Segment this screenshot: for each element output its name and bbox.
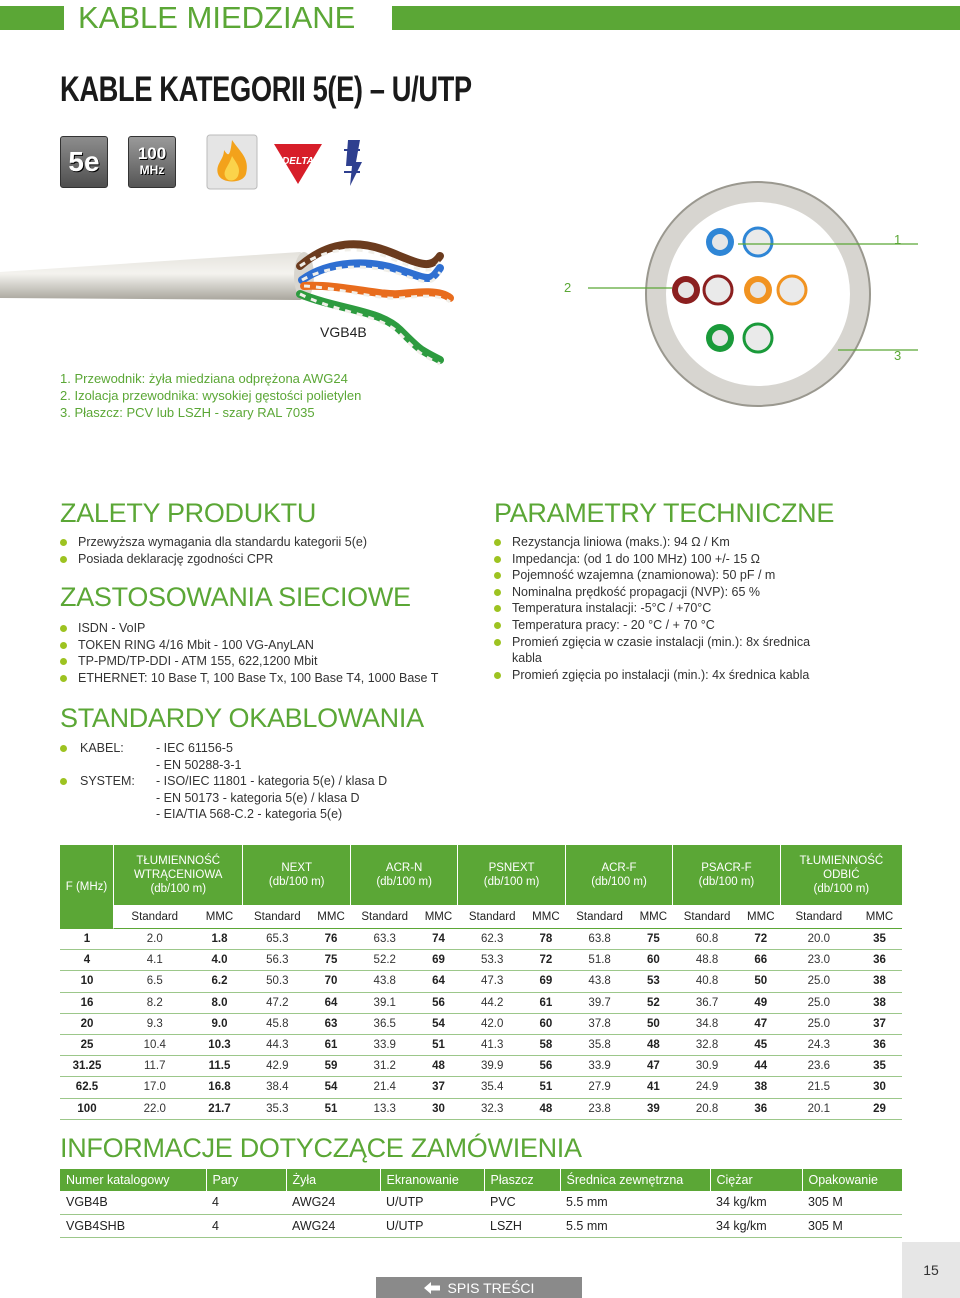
table-cell: 5.5 mm xyxy=(560,1191,710,1214)
order-col-header: Numer katalogowy xyxy=(60,1169,206,1191)
page-number: 15 xyxy=(902,1242,960,1298)
performance-table xyxy=(60,845,902,1120)
table-cell: 56 xyxy=(526,1056,566,1077)
table-cell: U/UTP xyxy=(380,1191,484,1214)
table-cell: 54 xyxy=(311,1077,351,1098)
table-cell: 75 xyxy=(311,950,351,971)
table-cell: 52 xyxy=(633,993,673,1014)
zalety-list xyxy=(60,534,460,567)
table-cell: 8.2 xyxy=(114,993,196,1014)
table-cell: 53 xyxy=(633,971,673,992)
order-table-body xyxy=(60,1191,902,1237)
legend-item: 2. Izolacja przewodnika: wysokiej gęstości polietylen xyxy=(60,388,362,403)
table-cell: 1 xyxy=(60,929,114,950)
table-cell: 9.0 xyxy=(196,1014,244,1035)
table-row xyxy=(60,1014,902,1035)
table-cell: 64 xyxy=(311,993,351,1014)
table-cell: 75 xyxy=(633,929,673,950)
table-cell: 2.0 xyxy=(114,929,196,950)
sub-header: Standard xyxy=(458,905,526,929)
table-cell: 56.3 xyxy=(243,950,311,971)
table-cell: 10.4 xyxy=(114,1035,196,1056)
table-cell: 32.8 xyxy=(673,1035,741,1056)
col-group-header: ACR-N (db/100 m) xyxy=(351,845,458,905)
table-cell: 35.8 xyxy=(566,1035,634,1056)
table-cell: 24.9 xyxy=(673,1077,741,1098)
table-cell: 51.8 xyxy=(566,950,634,971)
table-cell: 63.3 xyxy=(351,929,419,950)
category-bar-right xyxy=(392,6,960,30)
zastosowania-list xyxy=(60,620,480,686)
list-item: Rezystancja liniowa (maks.): 94 Ω / Km xyxy=(494,534,834,551)
standard-item: - IEC 61156-5 xyxy=(156,741,233,755)
table-row xyxy=(60,1056,902,1077)
table-cell: 36 xyxy=(857,950,902,971)
table-cell: 61 xyxy=(311,1035,351,1056)
order-col-header: Ciężar xyxy=(710,1169,802,1191)
table-cell: 58 xyxy=(526,1035,566,1056)
table-cell: 60 xyxy=(633,950,673,971)
list-item: Temperatura pracy: - 20 °C / + 70 °C xyxy=(494,617,834,634)
table-cell: 41.3 xyxy=(458,1035,526,1056)
parametry-list xyxy=(494,534,834,683)
table-cell: 35.4 xyxy=(458,1077,526,1098)
list-item: Promień zgięcia po instalacji (min.): 4x średnica kabla xyxy=(494,667,834,684)
table-cell: 9.3 xyxy=(114,1014,196,1035)
table-cell: 54 xyxy=(419,1014,459,1035)
sub-header: MMC xyxy=(526,905,566,929)
table-cell: 35.3 xyxy=(243,1099,311,1120)
table-cell: 48 xyxy=(526,1099,566,1120)
table-row xyxy=(60,950,902,971)
legend-item: 3. Płaszcz: PCV lub LSZH - szary RAL 7035 xyxy=(60,405,315,420)
table-cell: 50 xyxy=(633,1014,673,1035)
table-row xyxy=(60,929,902,950)
table-row xyxy=(60,1214,902,1237)
table-cell: 4.1 xyxy=(114,950,196,971)
standard-item: - ISO/IEC 11801 - kategoria 5(e) / klasa D xyxy=(156,774,388,789)
table-cell: 27.9 xyxy=(566,1077,634,1098)
table-cell: 34 kg/km xyxy=(710,1191,802,1214)
table-cell: 32.3 xyxy=(458,1099,526,1120)
table-cell: 44 xyxy=(741,1056,781,1077)
table-cell: 60 xyxy=(526,1014,566,1035)
category-title: KABLE MIEDZIANE xyxy=(78,0,356,35)
table-cell: 49 xyxy=(741,993,781,1014)
table-row xyxy=(60,1191,902,1214)
table-cell: 76 xyxy=(311,929,351,950)
sub-header: Standard xyxy=(566,905,634,929)
table-cell: 66 xyxy=(741,950,781,971)
table-cell: 35 xyxy=(857,929,902,950)
table-cell: 47 xyxy=(741,1014,781,1035)
sub-header: Standard xyxy=(673,905,741,929)
sub-header: Standard xyxy=(243,905,311,929)
table-cell: 20.1 xyxy=(781,1099,857,1120)
table-cell: 1.8 xyxy=(196,929,244,950)
list-item: Temperatura instalacji: -5°C / +70°C xyxy=(494,600,834,617)
zalety-heading: ZALETY PRODUKTU xyxy=(60,498,317,528)
table-cell: U/UTP xyxy=(380,1214,484,1237)
table-cell: 30 xyxy=(419,1099,459,1120)
table-cell: 13.3 xyxy=(351,1099,419,1120)
col-group-header: PSACR-F (db/100 m) xyxy=(673,845,780,905)
list-item: Pojemność wzajemna (znamionowa): 50 pF / m xyxy=(494,567,834,584)
table-cell: 4 xyxy=(206,1191,286,1214)
table-cell: 64 xyxy=(419,971,459,992)
delta-icon xyxy=(272,140,324,186)
table-cell: 62.3 xyxy=(458,929,526,950)
order-heading: INFORMACJE DOTYCZĄCE ZAMÓWIENIA xyxy=(60,1133,582,1163)
table-cell: AWG24 xyxy=(286,1191,380,1214)
table-cell: 47.3 xyxy=(458,971,526,992)
table-cell: 61 xyxy=(526,993,566,1014)
table-row xyxy=(60,1099,902,1120)
table-cell: 38 xyxy=(857,971,902,992)
table-cell: 44.2 xyxy=(458,993,526,1014)
table-cell: 25.0 xyxy=(781,993,857,1014)
sub-header: Standard xyxy=(781,905,857,929)
table-cell: 33.9 xyxy=(566,1056,634,1077)
table-cell: 6.5 xyxy=(114,971,196,992)
table-cell: 42.0 xyxy=(458,1014,526,1035)
table-cell: 4 xyxy=(206,1214,286,1237)
order-col-header: Płaszcz xyxy=(484,1169,560,1191)
table-cell: 69 xyxy=(419,950,459,971)
standardy-heading: STANDARDY OKABLOWANIA xyxy=(60,703,424,733)
list-item: ETHERNET: 10 Base T, 100 Base Tx, 100 Base T4, 1000 Base T xyxy=(60,670,480,687)
standard-item: - EIA/TIA 568-C.2 - kategoria 5(e) xyxy=(156,807,343,822)
table-cell: 25.0 xyxy=(781,1014,857,1035)
callout-2: 2 xyxy=(564,280,572,295)
table-cell: 72 xyxy=(526,950,566,971)
table-cell: 21.4 xyxy=(351,1077,419,1098)
table-cell: 23.0 xyxy=(781,950,857,971)
table-cell: 305 M xyxy=(802,1191,902,1214)
parametry-heading: PARAMETRY TECHNICZNE xyxy=(494,498,835,528)
table-cell: 36.7 xyxy=(673,993,741,1014)
performance-table-body xyxy=(60,929,902,1120)
table-cell: 36 xyxy=(741,1099,781,1120)
table-cell: 5.5 mm xyxy=(560,1214,710,1237)
table-cell: 34 kg/km xyxy=(710,1214,802,1237)
list-item: Promień zgięcia w czasie instalacji (min.): 8x średnica kabla xyxy=(494,634,834,667)
table-cell: 37.8 xyxy=(566,1014,634,1035)
table-cell: 23.8 xyxy=(566,1099,634,1120)
toc-button[interactable] xyxy=(376,1277,582,1298)
table-cell: 56 xyxy=(419,993,459,1014)
table-cell: 51 xyxy=(419,1035,459,1056)
table-cell: 34.8 xyxy=(673,1014,741,1035)
legend-item: 1. Przewodnik: żyła miedziana odprężona AWG24 xyxy=(60,371,348,386)
table-cell: 48.8 xyxy=(673,950,741,971)
table-cell: 11.5 xyxy=(196,1056,244,1077)
table-cell: 23.6 xyxy=(781,1056,857,1077)
table-cell: 39.7 xyxy=(566,993,634,1014)
table-cell: 37 xyxy=(857,1014,902,1035)
table-row xyxy=(60,971,902,992)
col-group-header: PSNEXT (db/100 m) xyxy=(458,845,565,905)
table-cell: 44.3 xyxy=(243,1035,311,1056)
table-cell: 16 xyxy=(60,993,114,1014)
category-bar-left xyxy=(0,6,64,30)
table-cell: 20 xyxy=(60,1014,114,1035)
bullet-icon xyxy=(60,745,67,752)
table-cell: 4 xyxy=(60,950,114,971)
100mhz-icon: 100 MHz xyxy=(128,136,176,188)
table-cell: 70 xyxy=(311,971,351,992)
table-cell: LSZH xyxy=(484,1214,560,1237)
freq-header: F (MHz) xyxy=(60,845,114,929)
arrow-left-icon xyxy=(424,1282,440,1294)
table-cell: 33.9 xyxy=(351,1035,419,1056)
page-title: KABLE KATEGORII 5(E) – U/UTP xyxy=(60,70,472,109)
standard-item: - EN 50288-3-1 xyxy=(156,757,242,772)
cat5e-icon: 5e xyxy=(60,136,108,188)
list-item: Nominalna prędkość propagacji (NVP): 65 % xyxy=(494,584,834,601)
list-item: TOKEN RING 4/16 Mbit - 100 VG-AnyLAN xyxy=(60,637,480,654)
table-cell: 10 xyxy=(60,971,114,992)
zastosowania-heading: ZASTOSOWANIA SIECIOWE xyxy=(60,582,411,612)
kabel-label: KABEL: xyxy=(80,741,124,755)
table-cell: 38 xyxy=(857,993,902,1014)
list-item: Przewyższa wymagania dla standardu kategorii 5(e) xyxy=(60,534,460,551)
table-cell: 47.2 xyxy=(243,993,311,1014)
table-cell: 10.3 xyxy=(196,1035,244,1056)
table-cell: 16.8 xyxy=(196,1077,244,1098)
table-cell: 59 xyxy=(311,1056,351,1077)
table-cell: 30.9 xyxy=(673,1056,741,1077)
table-cell: 31.2 xyxy=(351,1056,419,1077)
category-bar xyxy=(0,0,960,36)
table-cell: 38.4 xyxy=(243,1077,311,1098)
sub-header: MMC xyxy=(419,905,459,929)
table-cell: 21.5 xyxy=(781,1077,857,1098)
sub-header: MMC xyxy=(857,905,902,929)
sub-header: Standard xyxy=(351,905,419,929)
table-cell: AWG24 xyxy=(286,1214,380,1237)
figure-legend xyxy=(60,370,361,421)
toc-label: SPIS TREŚCI xyxy=(447,1279,535,1296)
sub-header: MMC xyxy=(311,905,351,929)
table-cell: 25.0 xyxy=(781,971,857,992)
table-cell: 51 xyxy=(526,1077,566,1098)
table-cell: VGB4SHB xyxy=(60,1214,206,1237)
list-item: Posiada deklarację zgodności CPR xyxy=(60,551,460,568)
table-cell: 42.9 xyxy=(243,1056,311,1077)
table-cell: 6.2 xyxy=(196,971,244,992)
order-table xyxy=(60,1169,902,1238)
table-cell: 31.25 xyxy=(60,1056,114,1077)
table-cell: 60.8 xyxy=(673,929,741,950)
table-cell: 36.5 xyxy=(351,1014,419,1035)
list-item: Impedancja: (od 1 do 100 MHz) 100 +/- 15 Ω xyxy=(494,551,834,568)
table-row xyxy=(60,993,902,1014)
table-cell: 45.8 xyxy=(243,1014,311,1035)
table-cell: 40.8 xyxy=(673,971,741,992)
table-cell: 62.5 xyxy=(60,1077,114,1098)
certification-icon xyxy=(338,136,368,190)
table-cell: 39.9 xyxy=(458,1056,526,1077)
sub-header: MMC xyxy=(633,905,673,929)
table-cell: 47 xyxy=(633,1056,673,1077)
table-cell: 72 xyxy=(741,929,781,950)
order-col-header: Ekranowanie xyxy=(380,1169,484,1191)
table-cell: 50.3 xyxy=(243,971,311,992)
product-code-label: VGB4B xyxy=(320,324,367,340)
table-cell: 25 xyxy=(60,1035,114,1056)
table-row xyxy=(60,1035,902,1056)
order-col-header: Opakowanie xyxy=(802,1169,902,1191)
order-col-header: Średnica zewnętrzna xyxy=(560,1169,710,1191)
table-cell: 4.0 xyxy=(196,950,244,971)
table-cell: PVC xyxy=(484,1191,560,1214)
table-cell: 39 xyxy=(633,1099,673,1120)
system-label: SYSTEM: xyxy=(80,774,135,789)
table-cell: 8.0 xyxy=(196,993,244,1014)
table-cell: 65.3 xyxy=(243,929,311,950)
flame-icon xyxy=(206,134,258,190)
table-cell: 69 xyxy=(526,971,566,992)
table-cell: 78 xyxy=(526,929,566,950)
list-item: TP-PMD/TP-DDI - ATM 155, 622,1200 Mbit xyxy=(60,653,480,670)
table-cell: 22.0 xyxy=(114,1099,196,1120)
col-group-header: ACR-F (db/100 m) xyxy=(566,845,673,905)
table-cell: 305 M xyxy=(802,1214,902,1237)
col-group-header: TŁUMIENNOŚĆ WTRĄCENIOWA (db/100 m) xyxy=(114,845,243,905)
table-cell: 37 xyxy=(419,1077,459,1098)
callout-1: 1 xyxy=(894,232,902,247)
table-cell: 53.3 xyxy=(458,950,526,971)
table-cell: 39.1 xyxy=(351,993,419,1014)
table-cell: 36 xyxy=(857,1035,902,1056)
callout-3: 3 xyxy=(894,348,902,363)
list-item: ISDN - VoIP xyxy=(60,620,480,637)
table-cell: 51 xyxy=(311,1099,351,1120)
table-cell: 63 xyxy=(311,1014,351,1035)
table-cell: 11.7 xyxy=(114,1056,196,1077)
sub-header: Standard xyxy=(114,905,196,929)
cable-image xyxy=(0,200,470,390)
table-cell: 48 xyxy=(419,1056,459,1077)
order-col-header: Pary xyxy=(206,1169,286,1191)
table-cell: 20.8 xyxy=(673,1099,741,1120)
table-cell: 30 xyxy=(857,1077,902,1098)
cross-section-image xyxy=(564,214,928,384)
table-cell: 43.8 xyxy=(351,971,419,992)
table-cell: 45 xyxy=(741,1035,781,1056)
order-col-header: Żyła xyxy=(286,1169,380,1191)
svg-text:DELTA: DELTA xyxy=(282,156,314,167)
standards-block xyxy=(60,740,387,823)
table-cell: 38 xyxy=(741,1077,781,1098)
table-cell: 20.0 xyxy=(781,929,857,950)
table-cell: 21.7 xyxy=(196,1099,244,1120)
sub-header: MMC xyxy=(196,905,244,929)
table-cell: 48 xyxy=(633,1035,673,1056)
standard-item: - EN 50173 - kategoria 5(e) / klasa D xyxy=(156,790,360,805)
table-cell: 50 xyxy=(741,971,781,992)
table-cell: 63.8 xyxy=(566,929,634,950)
table-row xyxy=(60,1077,902,1098)
table-cell: 41 xyxy=(633,1077,673,1098)
col-group-header: TŁUMIENNOŚĆ ODBIĆ (db/100 m) xyxy=(781,845,902,905)
table-cell: VGB4B xyxy=(60,1191,206,1214)
col-group-header: NEXT (db/100 m) xyxy=(243,845,350,905)
table-cell: 17.0 xyxy=(114,1077,196,1098)
table-cell: 29 xyxy=(857,1099,902,1120)
table-cell: 74 xyxy=(419,929,459,950)
table-cell: 43.8 xyxy=(566,971,634,992)
sub-header: MMC xyxy=(741,905,781,929)
table-cell: 24.3 xyxy=(781,1035,857,1056)
table-cell: 35 xyxy=(857,1056,902,1077)
table-cell: 100 xyxy=(60,1099,114,1120)
table-cell: 52.2 xyxy=(351,950,419,971)
